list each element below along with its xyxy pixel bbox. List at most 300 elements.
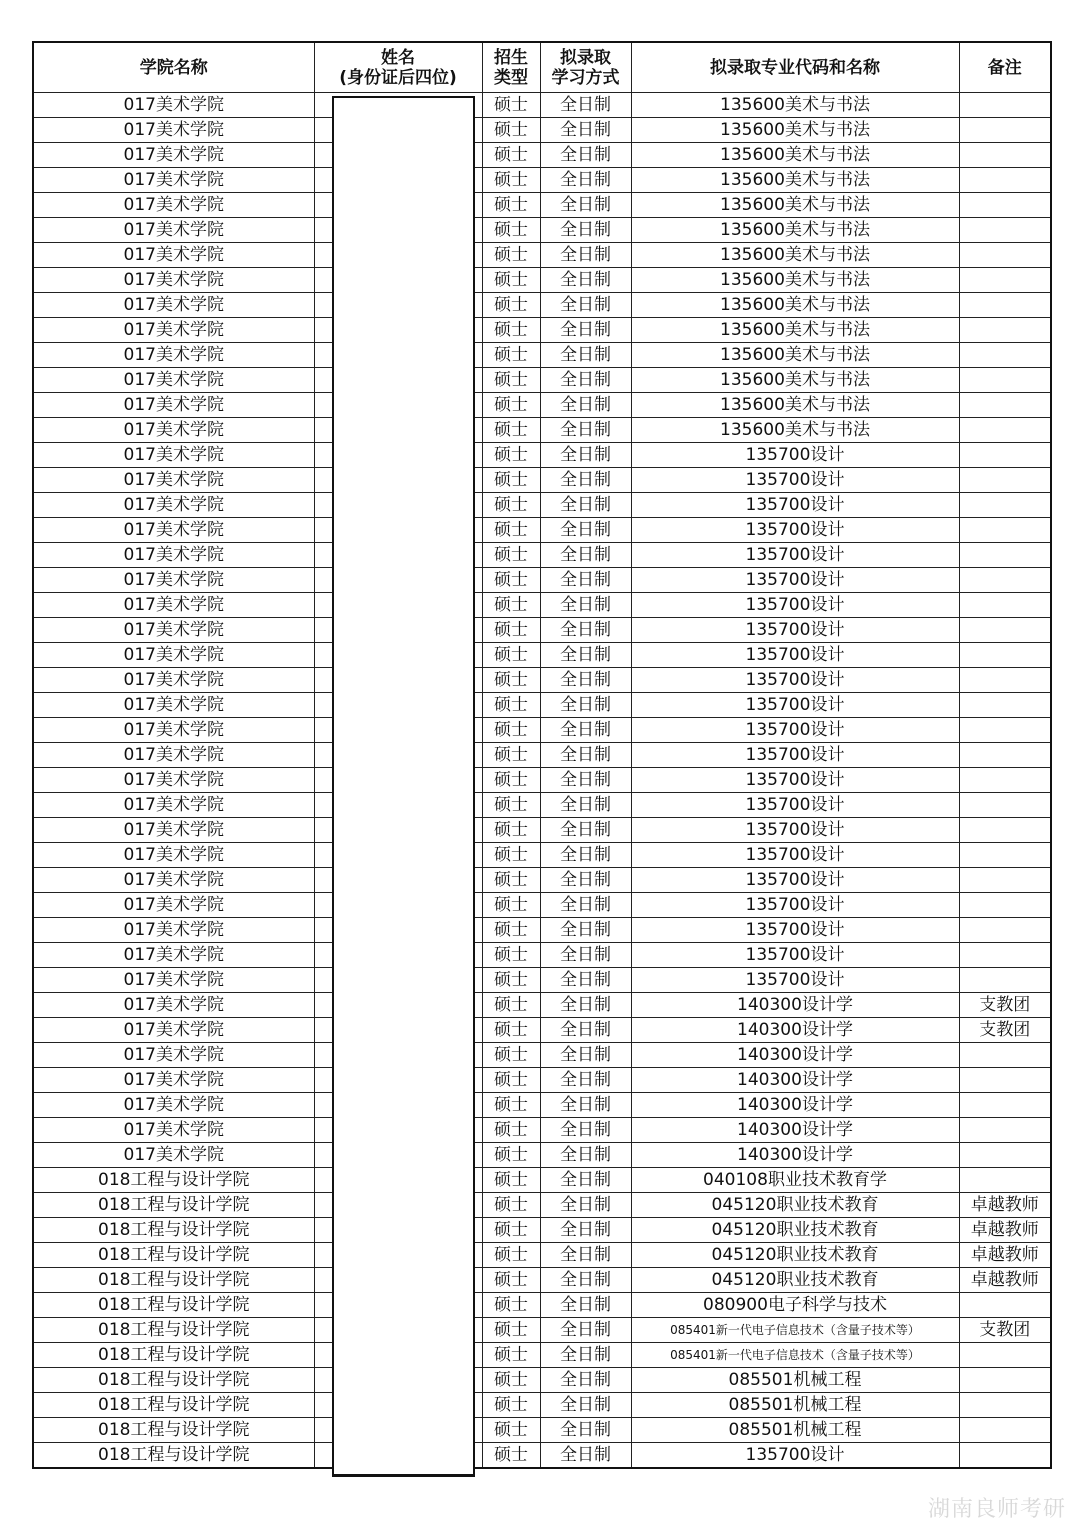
cell-remark: [959, 693, 1051, 718]
cell-type: 硕士: [482, 293, 540, 318]
table-row: [33, 1093, 1051, 1118]
cell-major: 080900电子科学与技术: [631, 1293, 959, 1318]
table-row: [33, 943, 1051, 968]
cell-remark: [959, 118, 1051, 143]
cell-major: 135600美术与书法: [631, 318, 959, 343]
cell-remark: [959, 568, 1051, 593]
table-row: [33, 1368, 1051, 1393]
cell-college: 017美术学院: [33, 118, 314, 143]
cell-mode: 全日制: [540, 568, 631, 593]
cell-type: 硕士: [482, 268, 540, 293]
cell-major: 085501机械工程: [631, 1393, 959, 1418]
cell-mode: 全日制: [540, 943, 631, 968]
cell-type: 硕士: [482, 418, 540, 443]
table-row: [33, 968, 1051, 993]
cell-type: 硕士: [482, 1143, 540, 1168]
cell-remark: [959, 93, 1051, 118]
cell-mode: 全日制: [540, 1293, 631, 1318]
cell-mode: 全日制: [540, 493, 631, 518]
table-row: [33, 168, 1051, 193]
table-row: [33, 468, 1051, 493]
table-row: [33, 293, 1051, 318]
cell-major: 135600美术与书法: [631, 93, 959, 118]
cell-college: 017美术学院: [33, 518, 314, 543]
cell-major: 135700设计: [631, 618, 959, 643]
cell-type: 硕士: [482, 843, 540, 868]
cell-mode: 全日制: [540, 443, 631, 468]
cell-mode: 全日制: [540, 1143, 631, 1168]
cell-type: 硕士: [482, 1318, 540, 1343]
cell-college: 017美术学院: [33, 143, 314, 168]
cell-major: 135700设计: [631, 493, 959, 518]
table-row: [33, 1418, 1051, 1443]
cell-college: 018工程与设计学院: [33, 1293, 314, 1318]
cell-college: 017美术学院: [33, 668, 314, 693]
cell-college: 017美术学院: [33, 493, 314, 518]
cell-remark: [959, 468, 1051, 493]
cell-mode: 全日制: [540, 143, 631, 168]
cell-type: 硕士: [482, 718, 540, 743]
cell-college: 017美术学院: [33, 343, 314, 368]
header-mode-line1: 拟录取: [560, 47, 611, 68]
table-row: [33, 493, 1051, 518]
cell-college: 017美术学院: [33, 443, 314, 468]
cell-college: 017美术学院: [33, 1018, 314, 1043]
cell-college: 017美术学院: [33, 293, 314, 318]
table-row: [33, 818, 1051, 843]
cell-college: 017美术学院: [33, 768, 314, 793]
cell-major: 045120职业技术教育: [631, 1268, 959, 1293]
cell-remark: 支教团: [959, 993, 1051, 1018]
cell-major: 135600美术与书法: [631, 193, 959, 218]
cell-remark: [959, 418, 1051, 443]
cell-major: 135700设计: [631, 893, 959, 918]
cell-major: 135700设计: [631, 843, 959, 868]
cell-mode: 全日制: [540, 718, 631, 743]
cell-mode: 全日制: [540, 168, 631, 193]
cell-major: 140300设计学: [631, 1143, 959, 1168]
cell-type: 硕士: [482, 693, 540, 718]
cell-college: 018工程与设计学院: [33, 1218, 314, 1243]
table-row: [33, 1018, 1051, 1043]
cell-mode: 全日制: [540, 1368, 631, 1393]
cell-type: 硕士: [482, 1268, 540, 1293]
table-row: [33, 393, 1051, 418]
cell-mode: 全日制: [540, 968, 631, 993]
cell-remark: [959, 843, 1051, 868]
cell-mode: 全日制: [540, 1043, 631, 1068]
cell-major: 135700设计: [631, 693, 959, 718]
cell-major: 045120职业技术教育: [631, 1218, 959, 1243]
table-row: [33, 93, 1051, 118]
cell-remark: [959, 1293, 1051, 1318]
cell-type: 硕士: [482, 968, 540, 993]
cell-remark: [959, 743, 1051, 768]
cell-college: 017美术学院: [33, 218, 314, 243]
cell-college: 017美术学院: [33, 568, 314, 593]
cell-remark: [959, 493, 1051, 518]
admission-list-table: [32, 41, 1052, 1469]
table-row: [33, 1268, 1051, 1293]
cell-type: 硕士: [482, 518, 540, 543]
cell-remark: [959, 368, 1051, 393]
cell-type: 硕士: [482, 543, 540, 568]
cell-college: 017美术学院: [33, 543, 314, 568]
cell-major: 135700设计: [631, 793, 959, 818]
cell-major: 085401新一代电子信息技术（含量子技术等）: [631, 1343, 959, 1368]
cell-mode: 全日制: [540, 1018, 631, 1043]
table-row: [33, 718, 1051, 743]
watermark: 湖南良师考研: [927, 1497, 1066, 1522]
cell-major: 135600美术与书法: [631, 168, 959, 193]
cell-college: 017美术学院: [33, 943, 314, 968]
cell-major: 135700设计: [631, 543, 959, 568]
table-body: [33, 93, 1051, 1469]
cell-type: 硕士: [482, 868, 540, 893]
table-row: [33, 243, 1051, 268]
cell-major: 045120职业技术教育: [631, 1193, 959, 1218]
cell-mode: 全日制: [540, 1268, 631, 1293]
cell-college: 018工程与设计学院: [33, 1418, 314, 1443]
cell-major: 135600美术与书法: [631, 268, 959, 293]
cell-remark: [959, 1043, 1051, 1068]
name-redaction-box: [332, 96, 475, 1477]
cell-college: 017美术学院: [33, 268, 314, 293]
cell-mode: 全日制: [540, 843, 631, 868]
cell-major: 135600美术与书法: [631, 118, 959, 143]
cell-mode: 全日制: [540, 518, 631, 543]
cell-mode: 全日制: [540, 368, 631, 393]
cell-college: 017美术学院: [33, 618, 314, 643]
cell-college: 017美术学院: [33, 193, 314, 218]
cell-type: 硕士: [482, 168, 540, 193]
cell-major: 140300设计学: [631, 1068, 959, 1093]
cell-major: 135700设计: [631, 643, 959, 668]
cell-college: 017美术学院: [33, 168, 314, 193]
cell-remark: [959, 1418, 1051, 1443]
cell-remark: [959, 1393, 1051, 1418]
cell-remark: 卓越教师: [959, 1218, 1051, 1243]
cell-remark: [959, 168, 1051, 193]
cell-type: 硕士: [482, 1168, 540, 1193]
cell-remark: [959, 643, 1051, 668]
cell-major: 085401新一代电子信息技术（含量子技术等）: [631, 1318, 959, 1343]
cell-remark: [959, 868, 1051, 893]
cell-remark: [959, 518, 1051, 543]
cell-major: 135700设计: [631, 668, 959, 693]
cell-college: 017美术学院: [33, 968, 314, 993]
table-row: [33, 693, 1051, 718]
header-name-line1: 姓名: [381, 47, 415, 68]
cell-major: 135700设计: [631, 818, 959, 843]
cell-mode: 全日制: [540, 543, 631, 568]
table-row: [33, 868, 1051, 893]
cell-type: 硕士: [482, 218, 540, 243]
cell-remark: [959, 918, 1051, 943]
cell-college: 017美术学院: [33, 393, 314, 418]
table-row: [33, 1218, 1051, 1243]
cell-remark: 支教团: [959, 1318, 1051, 1343]
cell-major: 135600美术与书法: [631, 293, 959, 318]
cell-mode: 全日制: [540, 1318, 631, 1343]
cell-mode: 全日制: [540, 1243, 631, 1268]
cell-college: 017美术学院: [33, 1143, 314, 1168]
cell-remark: [959, 1143, 1051, 1168]
cell-major: 045120职业技术教育: [631, 1243, 959, 1268]
cell-remark: [959, 1168, 1051, 1193]
cell-remark: [959, 943, 1051, 968]
cell-type: 硕士: [482, 343, 540, 368]
table-row: [33, 1318, 1051, 1343]
table-row: [33, 893, 1051, 918]
cell-mode: 全日制: [540, 218, 631, 243]
cell-remark: [959, 318, 1051, 343]
cell-major: 135700设计: [631, 468, 959, 493]
cell-major: 135700设计: [631, 443, 959, 468]
cell-college: 018工程与设计学院: [33, 1443, 314, 1469]
cell-mode: 全日制: [540, 393, 631, 418]
table-row: [33, 143, 1051, 168]
cell-type: 硕士: [482, 943, 540, 968]
cell-mode: 全日制: [540, 1168, 631, 1193]
cell-mode: 全日制: [540, 1343, 631, 1368]
cell-type: 硕士: [482, 468, 540, 493]
cell-type: 硕士: [482, 1368, 540, 1393]
cell-college: 018工程与设计学院: [33, 1318, 314, 1343]
cell-major: 135600美术与书法: [631, 218, 959, 243]
cell-college: 017美术学院: [33, 643, 314, 668]
cell-college: 017美术学院: [33, 818, 314, 843]
cell-remark: [959, 1443, 1051, 1469]
cell-type: 硕士: [482, 768, 540, 793]
cell-type: 硕士: [482, 1218, 540, 1243]
cell-major: 085501机械工程: [631, 1368, 959, 1393]
cell-major: 135700设计: [631, 593, 959, 618]
cell-mode: 全日制: [540, 818, 631, 843]
cell-remark: [959, 393, 1051, 418]
cell-college: 018工程与设计学院: [33, 1193, 314, 1218]
table-row: [33, 1393, 1051, 1418]
cell-remark: [959, 718, 1051, 743]
cell-mode: 全日制: [540, 1068, 631, 1093]
table-row: [33, 1068, 1051, 1093]
table-row: [33, 543, 1051, 568]
cell-type: 硕士: [482, 1118, 540, 1143]
cell-mode: 全日制: [540, 868, 631, 893]
cell-mode: 全日制: [540, 693, 631, 718]
cell-type: 硕士: [482, 1043, 540, 1068]
cell-remark: [959, 443, 1051, 468]
table-row: [33, 993, 1051, 1018]
cell-major: 135700设计: [631, 568, 959, 593]
header-row: [33, 42, 1051, 93]
cell-type: 硕士: [482, 1018, 540, 1043]
header-type-line2: 类型: [494, 67, 528, 88]
table-row: [33, 643, 1051, 668]
table-row: [33, 918, 1051, 943]
table-row: [33, 1118, 1051, 1143]
cell-college: 017美术学院: [33, 368, 314, 393]
cell-type: 硕士: [482, 318, 540, 343]
cell-major: 140300设计学: [631, 1018, 959, 1043]
cell-type: 硕士: [482, 1443, 540, 1469]
cell-mode: 全日制: [540, 118, 631, 143]
cell-college: 017美术学院: [33, 1068, 314, 1093]
cell-remark: [959, 293, 1051, 318]
cell-mode: 全日制: [540, 93, 631, 118]
cell-remark: 卓越教师: [959, 1243, 1051, 1268]
cell-remark: [959, 343, 1051, 368]
cell-type: 硕士: [482, 743, 540, 768]
cell-mode: 全日制: [540, 1443, 631, 1469]
cell-remark: [959, 193, 1051, 218]
cell-remark: [959, 1343, 1051, 1368]
cell-type: 硕士: [482, 793, 540, 818]
header-remark: 备注: [959, 42, 1051, 93]
cell-major: 135700设计: [631, 918, 959, 943]
cell-college: 018工程与设计学院: [33, 1268, 314, 1293]
cell-remark: [959, 1118, 1051, 1143]
table-row: [33, 218, 1051, 243]
cell-college: 017美术学院: [33, 318, 314, 343]
cell-type: 硕士: [482, 593, 540, 618]
header-major: 拟录取专业代码和名称: [631, 42, 959, 93]
header-college: 学院名称: [33, 42, 314, 93]
cell-type: 硕士: [482, 643, 540, 668]
cell-college: 018工程与设计学院: [33, 1168, 314, 1193]
cell-type: 硕士: [482, 568, 540, 593]
cell-mode: 全日制: [540, 1218, 631, 1243]
cell-major: 135700设计: [631, 868, 959, 893]
table-row: [33, 318, 1051, 343]
cell-type: 硕士: [482, 393, 540, 418]
table-row: [33, 1243, 1051, 1268]
cell-mode: 全日制: [540, 293, 631, 318]
table-row: [33, 268, 1051, 293]
table-row: [33, 1193, 1051, 1218]
cell-remark: 卓越教师: [959, 1268, 1051, 1293]
cell-major: 135700设计: [631, 968, 959, 993]
cell-major: 135600美术与书法: [631, 143, 959, 168]
cell-mode: 全日制: [540, 593, 631, 618]
cell-major: 085501机械工程: [631, 1418, 959, 1443]
cell-remark: [959, 268, 1051, 293]
cell-college: 017美术学院: [33, 918, 314, 943]
header-type: [482, 42, 540, 93]
cell-remark: [959, 618, 1051, 643]
cell-college: 017美术学院: [33, 893, 314, 918]
cell-mode: 全日制: [540, 343, 631, 368]
cell-college: 017美术学院: [33, 1093, 314, 1118]
cell-major: 140300设计学: [631, 1118, 959, 1143]
table-row: [33, 343, 1051, 368]
table-row: [33, 368, 1051, 393]
header-name-line2: (身份证后四位): [339, 67, 457, 88]
cell-type: 硕士: [482, 818, 540, 843]
table-row: [33, 668, 1051, 693]
cell-college: 017美术学院: [33, 593, 314, 618]
cell-college: 017美术学院: [33, 868, 314, 893]
cell-remark: [959, 543, 1051, 568]
cell-remark: [959, 1068, 1051, 1093]
table-row: [33, 118, 1051, 143]
table-row: [33, 568, 1051, 593]
cell-mode: 全日制: [540, 268, 631, 293]
cell-remark: [959, 668, 1051, 693]
cell-remark: [959, 1093, 1051, 1118]
cell-college: 017美术学院: [33, 993, 314, 1018]
cell-remark: 卓越教师: [959, 1193, 1051, 1218]
cell-type: 硕士: [482, 368, 540, 393]
table-row: [33, 418, 1051, 443]
cell-college: 017美术学院: [33, 1043, 314, 1068]
cell-mode: 全日制: [540, 1193, 631, 1218]
table-row: [33, 593, 1051, 618]
cell-mode: 全日制: [540, 318, 631, 343]
table-row: [33, 1293, 1051, 1318]
cell-type: 硕士: [482, 1068, 540, 1093]
cell-mode: 全日制: [540, 618, 631, 643]
cell-type: 硕士: [482, 193, 540, 218]
cell-remark: [959, 968, 1051, 993]
cell-college: 017美术学院: [33, 718, 314, 743]
cell-major: 040108职业技术教育学: [631, 1168, 959, 1193]
cell-type: 硕士: [482, 1193, 540, 1218]
cell-remark: [959, 1368, 1051, 1393]
table-row: [33, 768, 1051, 793]
cell-mode: 全日制: [540, 893, 631, 918]
cell-type: 硕士: [482, 1393, 540, 1418]
cell-major: 135600美术与书法: [631, 418, 959, 443]
cell-major: 135600美术与书法: [631, 393, 959, 418]
cell-type: 硕士: [482, 1093, 540, 1118]
cell-mode: 全日制: [540, 993, 631, 1018]
table-row: [33, 1143, 1051, 1168]
cell-remark: [959, 243, 1051, 268]
cell-remark: [959, 893, 1051, 918]
table-row: [33, 1343, 1051, 1368]
cell-type: 硕士: [482, 493, 540, 518]
table-row: [33, 443, 1051, 468]
cell-mode: 全日制: [540, 918, 631, 943]
cell-type: 硕士: [482, 143, 540, 168]
cell-remark: [959, 143, 1051, 168]
cell-mode: 全日制: [540, 1093, 631, 1118]
cell-type: 硕士: [482, 618, 540, 643]
cell-mode: 全日制: [540, 793, 631, 818]
cell-college: 017美术学院: [33, 1118, 314, 1143]
cell-major: 140300设计学: [631, 993, 959, 1018]
cell-type: 硕士: [482, 893, 540, 918]
cell-mode: 全日制: [540, 768, 631, 793]
cell-type: 硕士: [482, 668, 540, 693]
cell-mode: 全日制: [540, 743, 631, 768]
table-row: [33, 843, 1051, 868]
cell-type: 硕士: [482, 918, 540, 943]
cell-college: 017美术学院: [33, 468, 314, 493]
cell-major: 135600美术与书法: [631, 343, 959, 368]
cell-major: 140300设计学: [631, 1093, 959, 1118]
cell-remark: 支教团: [959, 1018, 1051, 1043]
cell-college: 017美术学院: [33, 743, 314, 768]
cell-college: 017美术学院: [33, 843, 314, 868]
cell-mode: 全日制: [540, 1118, 631, 1143]
cell-major: 135700设计: [631, 943, 959, 968]
cell-major: 135700设计: [631, 718, 959, 743]
cell-major: 135700设计: [631, 743, 959, 768]
table-row: [33, 1443, 1051, 1469]
cell-college: 018工程与设计学院: [33, 1393, 314, 1418]
